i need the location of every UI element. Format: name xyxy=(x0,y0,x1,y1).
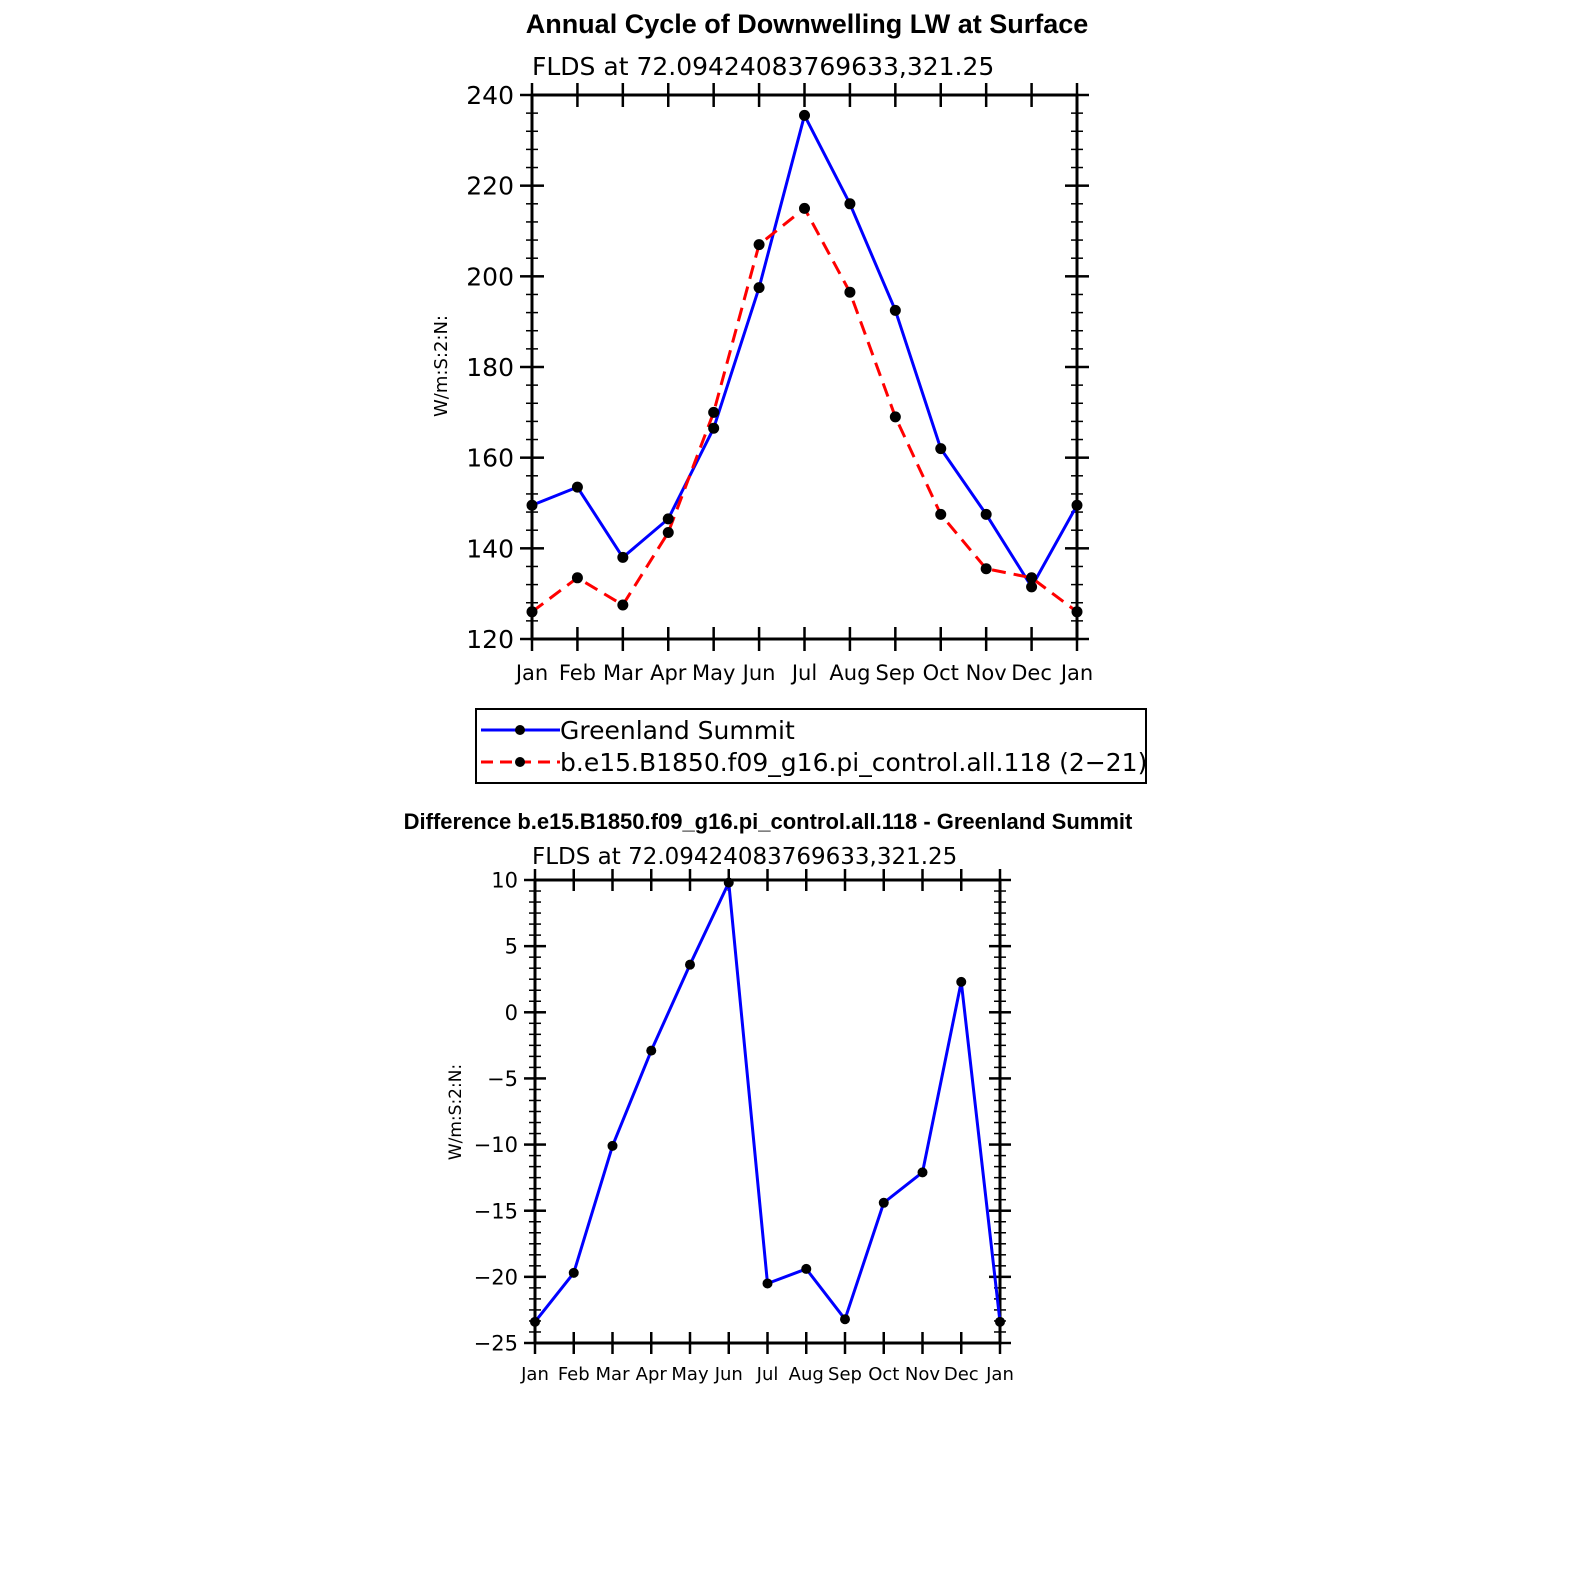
data-point-1 xyxy=(890,411,901,422)
chart-title: Difference b.e15.B1850.f09_g16.pi_control.all.118 - Greenland Summit xyxy=(403,809,1133,834)
chart-subtitle: FLDS at 72.09424083769633,321.25 xyxy=(532,844,958,870)
data-point-0 xyxy=(569,1268,579,1278)
data-point-0 xyxy=(840,1314,850,1324)
x-tick-label: Mar xyxy=(595,1364,630,1385)
plot-frame xyxy=(532,95,1077,639)
data-point-0 xyxy=(844,198,855,209)
data-point-1 xyxy=(708,407,719,418)
x-tick-label: Nov xyxy=(965,661,1007,685)
legend-marker-model xyxy=(515,757,525,767)
data-point-0 xyxy=(879,1198,889,1208)
data-point-0 xyxy=(724,878,734,888)
x-tick-label: May xyxy=(691,661,736,685)
x-tick-label: Nov xyxy=(904,1364,941,1385)
y-tick-label: 120 xyxy=(466,625,514,654)
x-tick-label: Sep xyxy=(828,1364,862,1385)
data-point-0 xyxy=(530,1317,540,1327)
data-point-0 xyxy=(935,443,946,454)
series-line-0 xyxy=(535,883,1000,1322)
chart-difference xyxy=(404,809,1133,1385)
series-line-1 xyxy=(532,208,1077,611)
chart-title: Annual Cycle of Downwelling LW at Surface xyxy=(525,9,1089,39)
data-point-0 xyxy=(663,513,674,524)
data-point-0 xyxy=(708,423,719,434)
data-point-1 xyxy=(935,509,946,520)
x-tick-label: May xyxy=(671,1364,709,1385)
y-tick-label: 160 xyxy=(466,443,514,473)
data-point-0 xyxy=(995,1317,1005,1327)
data-point-1 xyxy=(1026,572,1037,583)
data-point-0 xyxy=(799,110,810,121)
data-point-0 xyxy=(754,282,765,293)
legend-label-greenland-summit: Greenland Summit xyxy=(560,716,795,745)
x-tick-label: Aug xyxy=(788,1364,824,1385)
y-tick-label: −10 xyxy=(473,1133,518,1158)
y-tick-label: 220 xyxy=(466,171,514,201)
x-tick-label: Dec xyxy=(1011,661,1052,685)
data-point-0 xyxy=(572,482,583,493)
data-point-1 xyxy=(844,287,855,298)
data-point-1 xyxy=(617,600,628,611)
x-tick-label: Jul xyxy=(756,1364,779,1385)
x-tick-label: Jan xyxy=(986,1364,1014,1385)
data-point-0 xyxy=(981,509,992,520)
data-point-0 xyxy=(527,500,538,511)
data-point-0 xyxy=(956,977,966,987)
data-point-1 xyxy=(799,203,810,214)
x-tick-label: Apr xyxy=(635,1364,667,1385)
x-tick-label: Aug xyxy=(829,661,871,685)
y-tick-label: −20 xyxy=(473,1265,518,1290)
x-tick-label: Jan xyxy=(1060,661,1094,685)
y-tick-label: 140 xyxy=(466,534,514,564)
legend-marker-greenland-summit xyxy=(515,725,525,735)
x-tick-label: Apr xyxy=(650,661,687,685)
y-tick-label: 200 xyxy=(466,262,514,292)
data-point-0 xyxy=(763,1278,773,1288)
y-tick-label: −15 xyxy=(473,1199,518,1224)
data-point-1 xyxy=(572,572,583,583)
x-tick-label: Dec xyxy=(943,1364,979,1385)
data-point-1 xyxy=(981,563,992,574)
x-tick-label: Jun xyxy=(714,1364,743,1385)
x-tick-label: Jan xyxy=(521,1364,549,1385)
data-point-0 xyxy=(918,1167,928,1177)
y-tick-label: 10 xyxy=(491,868,518,893)
data-point-0 xyxy=(890,305,901,316)
data-point-0 xyxy=(617,552,628,563)
data-point-1 xyxy=(663,527,674,538)
data-point-0 xyxy=(1072,500,1083,511)
data-point-0 xyxy=(801,1264,811,1274)
y-axis-label: W/m:S:2:N: xyxy=(446,1063,466,1161)
x-tick-label: Jun xyxy=(742,661,776,685)
y-tick-label: −5 xyxy=(487,1066,518,1091)
legend-label-model: b.e15.B1850.f09_g16.pi_control.all.118 (2−21) xyxy=(560,748,1148,777)
chart-subtitle: FLDS at 72.09424083769633,321.25 xyxy=(532,52,995,81)
x-tick-label: Jan xyxy=(515,661,549,685)
x-tick-label: Jul xyxy=(791,661,818,685)
chart-annual-cycle xyxy=(431,9,1147,783)
legend xyxy=(476,709,1147,783)
y-tick-label: 5 xyxy=(504,934,518,959)
data-point-1 xyxy=(527,606,538,617)
x-tick-label: Oct xyxy=(868,1364,900,1385)
x-tick-label: Feb xyxy=(557,1364,590,1385)
x-tick-label: Sep xyxy=(875,661,916,685)
series-line-0 xyxy=(532,115,1077,586)
data-point-0 xyxy=(608,1141,618,1151)
y-tick-label: −25 xyxy=(473,1331,518,1356)
x-tick-label: Oct xyxy=(922,661,959,685)
data-point-1 xyxy=(1072,606,1083,617)
y-tick-label: 0 xyxy=(504,1000,518,1025)
x-tick-label: Feb xyxy=(558,661,597,685)
data-point-0 xyxy=(685,960,695,970)
x-tick-label: Mar xyxy=(603,661,643,685)
data-point-0 xyxy=(646,1046,656,1056)
y-tick-label: 180 xyxy=(466,353,514,382)
y-axis-label: W/m:S:2:N: xyxy=(431,315,452,417)
data-point-1 xyxy=(754,239,765,250)
y-tick-label: 240 xyxy=(466,81,514,110)
